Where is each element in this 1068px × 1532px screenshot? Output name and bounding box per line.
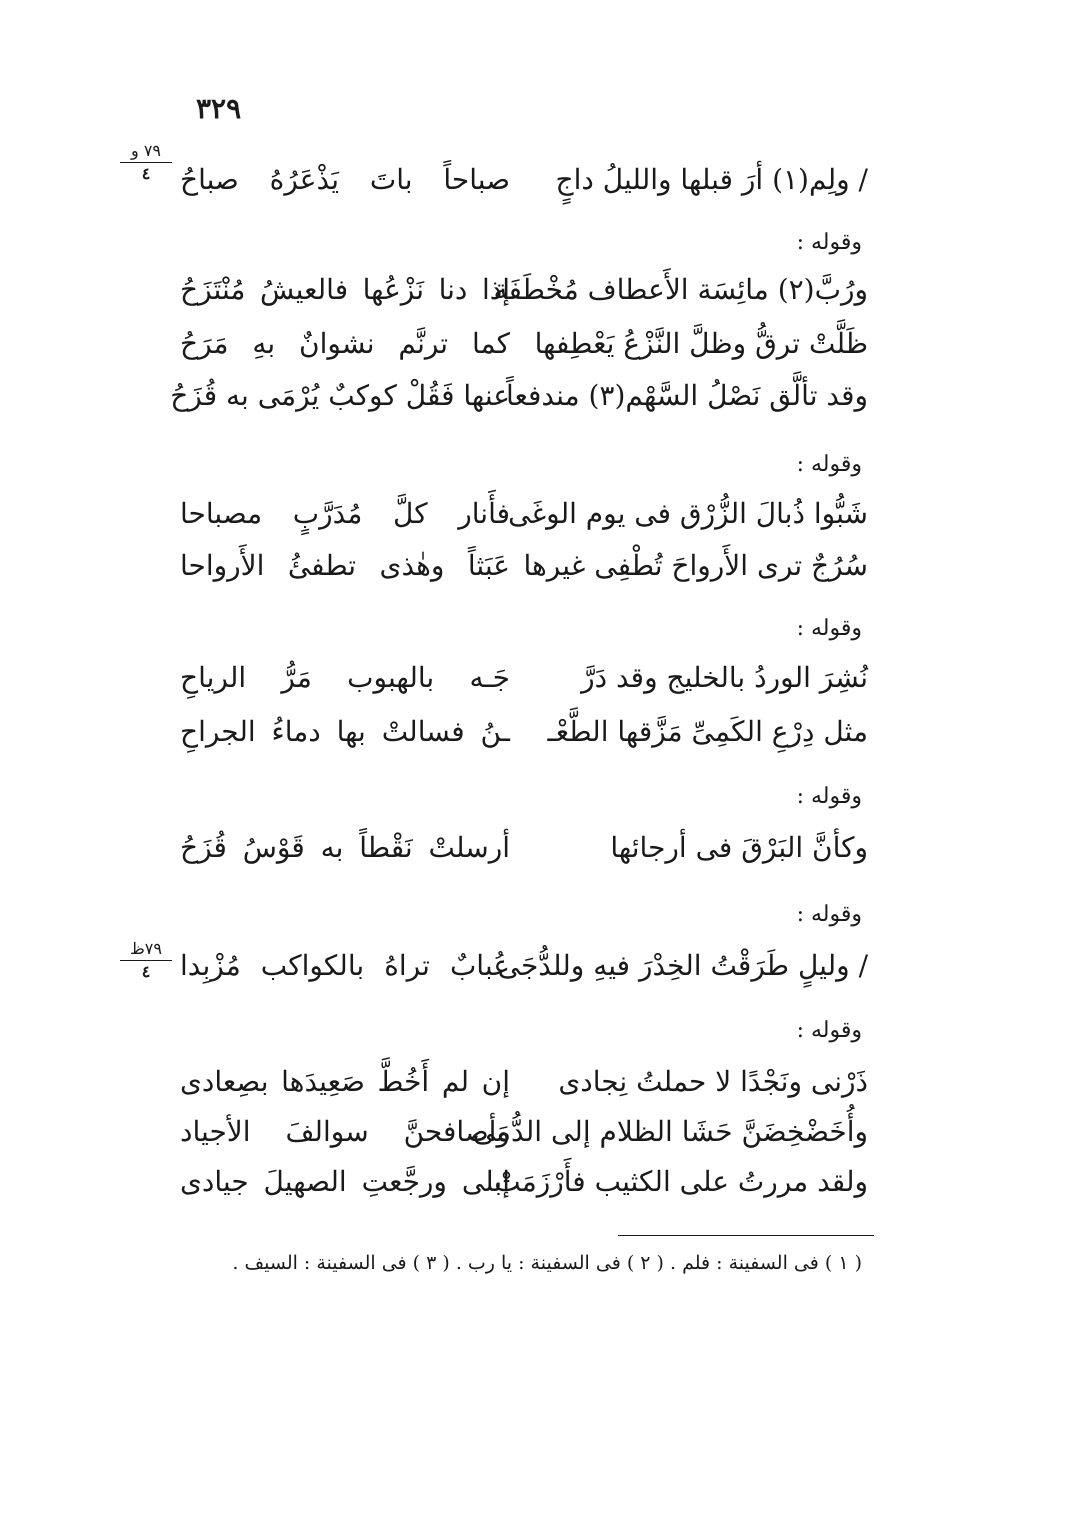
folio-note [120,142,172,183]
verse-line [180,158,868,202]
verse-second-hemistich: أرسلتْ نَقْطاً به قَوْسُ قُزَحُ [180,831,510,864]
verse-line [180,944,868,988]
entry-intro: وقوله : [796,1018,862,1043]
entry-intro: وقوله : [796,616,862,641]
verse-line [180,544,868,588]
verse-first-hemistich: سُرُجٌ ترى الأَرواحَ تُطْفِى غيرها [523,549,868,582]
entry-intro: وقوله : [796,902,862,927]
folio-note-denominator: ٤ [141,962,151,981]
verse-second-hemistich: إذا دنا نَزْعُها فالعيشُ مُنْتَزَحُ [180,273,510,306]
verse-second-hemistich: وأصافحنَّ سوالفَ الأجياد [180,1115,510,1148]
verse-first-hemistich: / ولِم(١) أرَ قبلها والليلُ داجٍ [555,163,868,196]
footnotes: ( ١ ) فى السفينة : فلم . ( ٢ ) فى السفينة : يا رب . ( ٣ ) فى السفينة : السيف . [232,1252,862,1274]
verse-second-hemistich: عُبابٌ تراهُ بالكواكب مُزْبِدا [180,949,510,982]
verse-second-hemistich: ـنُ فسالتْ بها دماءُ الجراحِ [180,715,510,748]
verse-second-hemistich: فأَنار كلَّ مُدَرَّبٍ مصباحا [180,497,510,530]
verse-first-hemistich: شَبُّوا ذُبالَ الزُّرْق فى يوم الوغَى [508,497,868,530]
verse-first-hemistich: ذَرْنى ونَجْدًا لا حملتُ نِجادى [558,1065,868,1098]
verse-first-hemistich: / وليلٍ طَرَقْتُ الخِدْرَ فيهِ وللدُّجَى [497,949,868,982]
verse-first-hemistich: ورُبَّ(٢) مائِسَة الأَعطاف مُخْطَفَة [493,273,868,306]
verse-first-hemistich: ولقد مررتُ على الكثيب فأَرْزَمَتْ [494,1165,868,1198]
folio-note [120,940,172,981]
verse-first-hemistich: مثل دِرْعِ الكَمِىِّ مَزَّقها الطَّعْـ [547,715,868,748]
verse-line [180,1160,868,1204]
verse-line [180,492,868,536]
verse-first-hemistich: وكأنَّ البَرْقَ فى أرجائها [610,831,868,864]
verse-line [170,374,868,418]
verse-second-hemistich: إبلى ورجَّعتِ الصهيلَ جيادى [180,1165,510,1198]
verse-second-hemistich: إن لم أَخُطَّ صَعِيدَها بصِعادى [180,1065,510,1098]
verse-line [180,710,868,754]
folio-note-numerator: ٧٩ظ [120,940,172,961]
verse-line [180,322,868,366]
verse-second-hemistich: عَبَثاً وهٰذى تطفئُ الأَرواحا [180,549,510,582]
verse-first-hemistich: وأُخَضْخِضَنَّ حَشَا الظلام إلى الدُّمَى [472,1115,868,1148]
verse-second-hemistich: كما ترنَّم نشوانٌ بهِ مَرَحُ [180,327,510,360]
verse-line [180,656,868,700]
footnote-divider [618,1235,874,1236]
page-number: ٣٢٩ [196,92,242,125]
verse-second-hemistich: جَـه بالهبوب مَرُّ الرياحِ [180,661,510,694]
verse-first-hemistich: ظَلَّتْ ترقُّ وظلَّ النَّزْعُ يَعْطِفها [534,327,868,360]
folio-note-numerator: ٧٩ و [120,142,172,163]
folio-note-denominator: ٤ [141,164,151,183]
verse-line [180,1060,868,1104]
verse-line [180,826,868,870]
verse-second-hemistich: عنها فَقُلْ كوكبٌ يُرْمَى به قُزَحُ [170,379,510,412]
entry-intro: وقوله : [796,784,862,809]
verse-first-hemistich: وقد تألَّق نَصْلُ السَّهْم(٣) مندفعاً [506,379,868,412]
entry-intro: وقوله : [796,230,862,255]
verse-first-hemistich: نُشِرَ الوردُ بالخليج وقد دَرَّ [581,661,868,694]
entry-intro: وقوله : [796,452,862,477]
verse-line [180,268,868,312]
verse-second-hemistich: صباحاً باتَ يَذْعَرُهُ صباحُ [180,163,510,196]
verse-line [180,1110,868,1154]
